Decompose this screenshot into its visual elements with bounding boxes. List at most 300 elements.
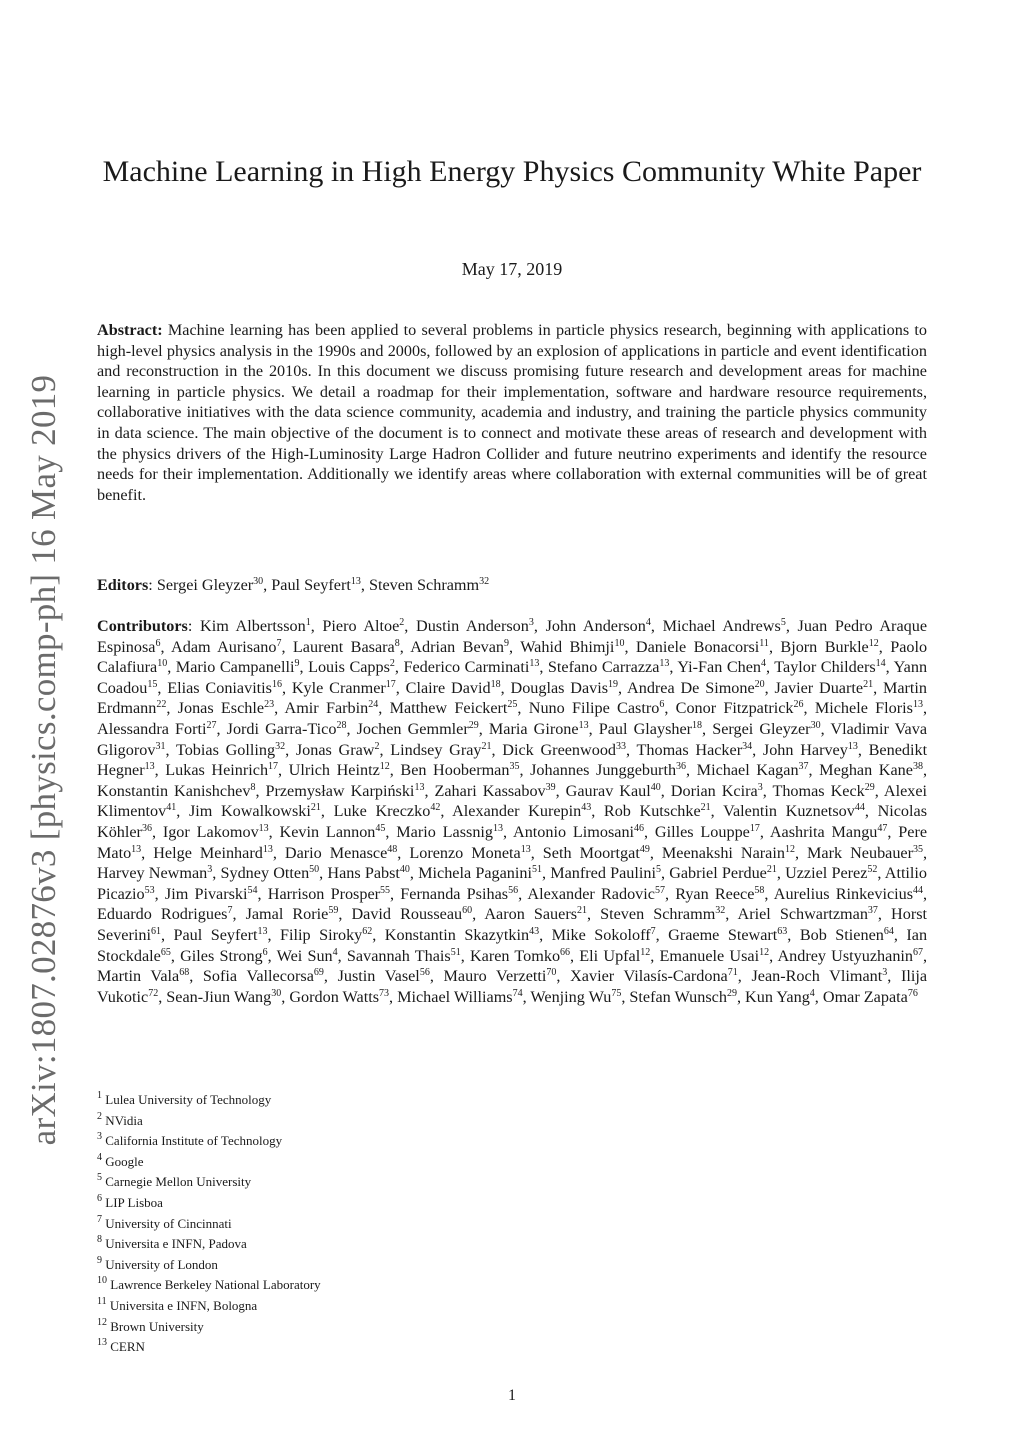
affiliation-marker: 36 [141,822,152,834]
author-name: Javier Duarte [774,678,864,697]
author-name: Pere Mato [97,822,928,862]
affiliation-marker: 30 [271,987,282,999]
affiliation-marker: 13 [847,740,858,752]
author-name: Konstantin Skazytkin [384,925,530,944]
author-name: Kyle Cranmer [291,678,386,697]
affiliation-marker: 13 [578,719,589,731]
author-name: Wahid Bhimji [520,637,615,656]
author-name: Martin Erdmann [97,678,928,718]
author-name: Thomas Hacker [636,740,743,759]
author-name: Jonas Graw [295,740,375,759]
affiliation-marker: 53 [144,884,155,896]
affiliation-marker: 20 [754,678,765,690]
author-name: Steven Schramm [368,576,480,594]
author-name: Graeme Stewart [668,925,778,944]
affiliation-marker: 32 [479,576,490,587]
affiliation-marker: 16 [271,678,282,690]
author [385,926,539,944]
author-name: Ulrich Heintz [288,761,380,780]
author-name: Gilles Louppe [654,822,750,841]
author [180,947,268,965]
author-name: Paul Seyfert [173,925,258,944]
author [671,782,763,800]
affiliation-marker: 13 [414,781,425,793]
affiliation-number: 13 [97,1337,107,1349]
author [166,988,281,1006]
affiliation-name: Carnegie Mellon University [105,1174,252,1190]
affiliation-marker: 25 [507,699,518,711]
affiliation-marker: 5 [780,617,786,628]
author-name: Ariel Schwartzman [737,905,868,924]
author [770,823,888,841]
affiliation-item [97,1214,321,1235]
affiliation-item [97,1111,321,1132]
author-name: Ian Stockdale [97,925,928,965]
author-name: Stefan Wunsch [629,987,727,1006]
affiliation-marker: 13 [262,843,273,855]
author [289,988,389,1006]
affiliation-marker: 44 [913,884,924,896]
affiliation-marker: 39 [545,781,556,793]
author [189,802,321,820]
author [774,658,885,676]
author [163,823,269,841]
affiliation-marker: 23 [264,699,275,711]
affiliation-marker: 13 [257,925,268,937]
author-name: Filip Siroky [280,925,363,944]
author [627,679,765,697]
author [636,638,769,656]
affiliation-marker: 13 [144,761,155,773]
author [502,741,626,759]
author-name: Michael Andrews [662,617,781,635]
affiliation-name: Lulea University of Technology [105,1092,272,1107]
author-name: Hans Pabst [327,864,400,883]
affiliation-marker: 15 [147,678,158,690]
author [548,658,669,676]
affiliation-marker: 48 [387,843,398,855]
author-name: Jonas Eschle [177,699,265,718]
author [400,885,518,903]
author-name: Dorian Kcira [670,781,758,800]
author [418,864,542,882]
affiliation-marker: 18 [490,678,501,690]
author-name: Ilija Vukotic [97,967,928,1006]
author-name: Sergei Gleyzer [712,719,811,738]
author-name: Aurelius Rinkevicius [773,884,914,903]
author-name: Attilio Picazio [97,864,928,903]
affiliation-marker: 56 [419,967,430,979]
author [434,782,555,800]
author-name: Bjorn Burkle [780,637,869,656]
affiliation-marker: 66 [560,946,571,958]
affiliation-marker: 43 [581,802,592,814]
affiliation-marker: 13 [493,822,504,834]
author [171,638,281,656]
affiliation-item [97,1317,321,1338]
author-name: Alexander Radovic [527,884,655,903]
author-name: Luke Kreczko [333,802,431,821]
author [293,638,400,656]
author-name: Jim Kowalkowski [188,802,311,821]
author-name: Ben Hooberman [400,761,510,780]
author [97,782,255,800]
author-name: Wei Sun [276,946,333,965]
affiliation-marker: 12 [784,843,795,855]
affiliation-marker: 21 [310,802,321,814]
author-name: Matthew Feickert [389,699,508,718]
affiliation-name: University of Cincinnati [105,1215,232,1231]
affiliation-item [97,1275,321,1296]
author [819,761,923,779]
author-name: Zahari Kassabov [434,781,546,800]
author-name: Harvey Newman [97,864,208,883]
author-name: Harrison Prosper [267,884,381,903]
author-name: Jean-Roch Vlimant [751,967,883,986]
author-name: John Harvey [762,740,848,759]
author-name: Yi-Fan Chen [677,658,761,677]
affiliation-number: 4 [97,1151,102,1163]
affiliation-marker: 21 [863,678,874,690]
author [751,967,887,985]
author-name: Vladimir Vava Gligorov [97,719,928,759]
affiliation-marker: 13 [659,658,670,670]
affiliation-marker: 35 [509,761,520,773]
author-name: Dick Greenwood [502,740,617,759]
affiliation-marker: 13 [912,699,923,711]
author [663,617,786,635]
affiliation-name: CERN [110,1339,145,1355]
affiliation-number: 5 [97,1172,102,1184]
affiliation-marker: 7 [650,925,656,937]
author [470,947,570,965]
author [579,947,650,965]
author-name: Alessandra Forti [97,719,207,738]
author-name: Nicolas Köhler [97,802,928,841]
author [203,967,324,985]
author [550,864,661,882]
author-name: Maria Girone [488,719,579,738]
author-name: Gaurav Kaul [565,781,651,800]
author-name: Martin Vala [97,967,180,986]
affiliation-marker: 12 [868,637,879,649]
author [566,782,661,800]
affiliation-marker: 7 [227,905,233,917]
affiliation-marker: 73 [379,987,389,999]
author [409,844,530,862]
affiliation-marker: 72 [148,987,159,999]
author-name: Piero Altoe [322,617,400,635]
affiliation-marker: 12 [379,761,390,773]
author-name: Daniele Bonacorsi [635,637,760,656]
affiliation-marker: 9 [294,658,300,670]
author-name: Meenakshi Narain [661,843,785,862]
author [271,576,361,594]
author [167,679,282,697]
author-name: Uzziel Perez [785,864,868,883]
affiliation-marker: 30 [253,576,264,587]
author [712,720,820,738]
affiliation-marker: 45 [375,822,386,834]
author [268,885,390,903]
author [570,967,738,985]
author-name: Dustin Anderson [416,617,529,635]
affiliation-marker: 22 [156,699,167,711]
author [369,576,489,594]
author-name: Igor Lakomov [162,822,259,841]
affiliation-marker: 17 [385,678,396,690]
author-name: Eli Upfal [579,946,641,965]
author [520,638,624,656]
author-name: Mike Sokoloff [551,925,651,944]
affiliation-marker: 40 [650,781,661,793]
author [543,844,650,862]
author-name: Lindsey Gray [390,740,482,759]
paper-date: May 17, 2019 [461,259,563,279]
author [246,905,339,923]
affiliation-marker: 4 [645,617,651,628]
affiliation-marker: 3 [882,967,888,979]
author-name: Mark Neubauer [807,843,914,862]
author-name: Thomas Keck [772,781,865,800]
author-name: Paul Glaysher [598,719,693,738]
author-name: Rob Kutschke [603,802,701,821]
author [157,576,263,594]
author [629,988,737,1006]
author-name: Elias Coniavitis [167,678,272,697]
author [403,658,539,676]
affiliation-marker: 32 [715,905,726,917]
author [604,802,711,820]
author-name: Eduardo Rodrigues [97,905,228,924]
affiliation-marker: 59 [328,905,339,917]
author-name: Sergei Gleyzer [156,576,254,594]
affiliation-item [97,1172,321,1193]
author-name: Helge Meinhard [153,843,263,862]
author-name: Paul Seyfert [271,576,351,594]
author [285,844,397,862]
affiliation-marker: 5 [655,864,661,876]
author-name: Jochen Gemmler [356,719,469,738]
author [655,823,760,841]
author [165,885,258,903]
author [675,885,764,903]
affiliation-name: Universita e INFN, Padova [105,1236,247,1252]
affiliation-number: 11 [97,1295,107,1307]
affiliation-marker: 3 [207,864,213,876]
affiliation-number: 2 [97,1110,102,1122]
author-name: Wenjing Wu [530,987,612,1006]
author [292,679,396,697]
author [697,761,809,779]
affiliation-name: NVidia [105,1112,143,1128]
author-name: Aaron Sauers [484,905,578,924]
author [200,617,311,635]
affiliation-marker: 44 [854,802,865,814]
author [396,823,503,841]
author-name: Michele Floris [814,699,913,718]
author [227,720,347,738]
author-name: Lorenzo Moneta [409,843,521,862]
affiliation-marker: 69 [313,967,324,979]
affiliation-marker: 31 [155,740,166,752]
author [530,988,621,1006]
affiliation-marker: 26 [793,699,804,711]
author-name: Mario Campanelli [175,658,295,677]
author-name: Mauro Verzetti [443,967,547,986]
affiliation-number: 3 [97,1131,102,1143]
author-name: Mario Lassnig [396,822,494,841]
affiliation-marker: 61 [150,925,161,937]
affiliation-marker: 8 [394,637,400,649]
affiliation-marker: 3 [757,781,763,793]
author-name: Louis Capps [308,658,390,677]
affiliation-marker: 6 [659,699,665,711]
affiliation-marker: 7 [276,637,282,649]
author [357,720,479,738]
author-name: Federico Carminati [403,658,530,677]
affiliation-marker: 68 [179,967,190,979]
affiliation-name: Google [105,1153,144,1169]
author [334,802,441,820]
author-name: Kim Albertsson [200,617,306,635]
author-name: Kun Yang [745,987,810,1006]
author [265,782,424,800]
affiliation-marker: 47 [877,822,888,834]
affiliation-item [97,1090,321,1111]
author [774,885,923,903]
affiliation-item [97,1296,321,1317]
affiliation-name: University of London [105,1256,218,1272]
affiliation-number: 8 [97,1234,102,1246]
affiliation-marker: 76 [907,987,918,999]
author [277,947,338,965]
affiliation-marker: 34 [742,740,753,752]
affiliation-item [97,1255,321,1276]
affiliation-marker: 2 [399,617,405,628]
author-name: Stefano Carrazza [547,658,660,677]
author-name: Benedikt Hegner [97,740,928,780]
affiliation-marker: 13 [258,822,269,834]
author-name: Justin Vasel [337,967,420,986]
author [489,720,589,738]
author-name: Sean-Jiun Wang [166,987,272,1006]
author-name: Yann Coadou [97,658,928,697]
affiliation-marker: 1 [305,617,311,628]
affiliation-number: 7 [97,1213,102,1225]
author [176,658,300,676]
author [637,741,753,759]
affiliation-marker: 27 [206,719,217,731]
author-name: John Anderson [545,617,646,635]
author-name: Juan Pedro Araque Espinosa [97,617,928,656]
author [97,905,232,923]
author-name: Claire David [405,678,491,697]
arxiv-identifier-stamp: arXiv:1807.02876v3 [physics.comp-ph] 16 May 2019 [24,374,63,1146]
author-name: Emanuele Usai [659,946,760,965]
affiliation-marker: 9 [504,637,510,649]
affiliation-marker: 32 [275,740,286,752]
author [390,741,491,759]
contributors-label: Contributors [97,617,188,635]
abstract-text: Machine learning has been applied to several problems in particle physics research, beginning with applications to high-level physics analysis in the 1990s and 2000s, followed by an explosion of applications in particle and event identification and reconstruction in the 2010s. In this document we discuss promising future research and development areas for machine learning in particle physics. We detail a roadmap for their implementation, software and hardware resource requirements, collaborative initiatives with the data science community, academia and industry, and training the particle physics community in data science. The main objective of the document is to connect and motivate these areas of research and development with the physics drivers of the High-Luminosity Large Hadron Collider and future neutrino experiments and identify the resource needs for their implementation. Additionally we identify areas where collaboration with external communities will be of great benefit. [97,321,927,504]
affiliation-marker: 62 [362,925,373,937]
author-name: Omar Zapata [822,987,908,1006]
affiliation-item [97,1337,321,1358]
author [97,864,212,882]
affiliation-number: 9 [97,1254,102,1266]
author [513,823,644,841]
author [676,699,804,717]
contributors-block: Contributors: Kim Albertsson$^1$, Piero Altoe$^2$, Dustin Anderson$^3$, John Anderson$^4$, Michael Andrews$^5$, Juan Pedro Araque Espinosa$^6$, Adam Aurisano$^7$, Laurent Basara$^8$, Adrian Bevan$^9$, Wahid Bhimji$^{10}$, Daniele Bonacorsi$^{11}$, Bjorn Burkle$^{12}$, Paolo Calafiura$^{10}$, Mario Campanelli$^9$, Louis Capps$^2$, Federico Carminati$^{13}$, Stefano Carrazza$^{13}$, Yi-Fan Chen$^4$, Taylor Childers$^{14}$, Yann Coadou$^{15}$, Elias Coniavitis$^{16}$, Kyle Cranmer$^{17}$, Claire David$^{18}$, Douglas Davis$^{19}$, Andrea De Simone$^{20}$, Javier Duarte$^{21}$, Martin Erdmann$^{22}$, Jonas Eschle$^{23}$, Amir Farbin$^{24}$, Matthew Feickert$^{25}$, Nuno Filipe Castro$^6$, Conor Fitzpatrick$^{26}$, Michele Floris$^{13}$, Alessandra Forti$^{27}$, Jordi Garra-Tico$^{28}$, Jochen Gemmler$^{29}$, Maria Girone$^{13}$, Paul Glaysher$^{18}$, Sergei Gleyzer$^{30}$, Vladimir Vava Gligorov$^{31}$, Tobias Golling$^{32}$, Jonas Graw$^2$, Lindsey Gray$^{21}$, Dick Greenwood$^{33}$, Thomas Hacker$^{34}$, John Harvey$^{13}$, Benedikt Hegner$^{13}$, Lukas Heinrich$^{17}$, Ulrich Heintz$^{12}$, Ben Hooberman$^{35}$, Johannes Junggeburth$^{36}$, Michael Kagan$^{37}$, Meghan Kane$^{38}$, Konstantin Kanishchev$^8$, Przemysław Karpiński$^{13}$, Zahari Kassabov$^{39}$, Gaurav Kaul$^{40}$, Dorian Kcira$^3$, Thomas Keck$^{29}$, Alexei Klimentov$^{41}$, Jim Kowalkowski$^{21}$, Luke Kreczko$^{42}$, Alexander Kurepin$^{43}$, Rob Kutschke$^{21}$, Valentin Kuznetsov$^{44}$, Nicolas Köhler$^{36}$, Igor Lakomov$^{13}$, Kevin Lannon$^{45}$, Mario Lassnig$^{13}$, Antonio Limosani$^{46}$, Gilles Louppe$^{17}$, Aashrita Mangu$^{47}$, Pere Mato$^{13}$, Helge Meinhard$^{13}$, Dario Menasce$^{48}$, Lorenzo Moneta$^{13}$, Seth Moortgat$^{49}$, Meenakshi Narain$^{12}$, Mark Neubauer$^{35}$, Harvey Newman$^3$, Sydney Otten$^{50}$, Hans Pabst$^{40}$, Michela Paganini$^{51}$, Manfred Paulini$^5$, Gabriel Perdue$^{21}$, Uzziel Perez$^{52}$, Attilio Picazio$^{53}$, Jim Pivarski$^{54}$, Harrison Prosper$^{55}$, Fernanda Psihas$^{56}$, Alexander Radovic$^{57}$, Ryan Reece$^{58}$, Aurelius Rinkevicius$^{44}$, Eduardo Rodrigues$^7$, Jamal Rorie$^{59}$, David Rousseau$^{60}$, Aaron Sauers$^{21}$, Steven Schramm$^{32}$, Ariel Schwartzman$^{37}$, Horst Severini$^{61}$, Paul Seyfert$^{13}$, Filip Siroky$^{62}$, Konstantin Skazytkin$^{43}$, Mike Sokoloff$^7$, Graeme Stewart$^{63}$, Bob Stienen$^{64}$, Ian Stockdale$^{65}$, Giles Strong$^6$, Wei Sun$^4$, Savannah Thais$^{51}$, Karen Tomko$^{66}$, Eli Upfal$^{12}$, Emanuele Usai$^{12}$, Andrey Ustyuzhanin$^{67}$, Martin Vala$^{68}$, Sofia Vallecorsa$^{69}$, Justin Vasel$^{56}$, Mauro Verzetti$^{70}$, Xavier Vilasís-Cardona$^{71}$, Jean-Roch Vlimant$^3$, Ilija Vukotic$^{72}$, Sean-Jiun Wang$^{30}$, Gordon Watts$^{73}$, Michael Williams$^{74}$, Wenjing Wu$^{75}$, Stefan Wunsch$^{29}$, Kun Yang$^4$, Omar Zapata$^{76}$ [97,617,928,1006]
author [659,947,769,965]
author [406,679,501,697]
author-name: Konstantin Kanishchev [97,781,251,800]
author [772,782,874,800]
affiliation-marker: 71 [727,967,738,979]
author-name: Aashrita Mangu [769,822,878,841]
author-name: Conor Fitzpatrick [675,699,794,718]
affiliation-marker: 37 [867,905,878,917]
author-name: Fernanda Psihas [400,884,509,903]
author-name: Steven Schramm [600,905,716,924]
author-name: Laurent Basara [292,637,395,656]
affiliation-marker: 42 [430,802,441,814]
author [176,741,285,759]
affiliation-marker: 46 [634,822,645,834]
author [338,967,430,985]
affiliation-item [97,1193,321,1214]
author-name: Lukas Heinrich [165,761,269,780]
author [738,905,878,923]
author [280,926,372,944]
author [351,905,472,923]
affiliation-marker: 33 [616,740,627,752]
author-name: Amir Farbin [284,699,369,718]
author [178,699,274,717]
author-name: Jordi Garra-Tico [226,719,337,738]
author [296,741,380,759]
editors-label: Editors [97,576,149,594]
affiliation-marker: 57 [654,884,665,896]
author-name: Jamal Rorie [245,905,329,924]
affiliation-marker: 13 [520,843,531,855]
author-name: Michela Paganini [418,864,532,883]
front-matter [97,320,928,1006]
affiliation-marker: 12 [759,946,770,958]
affiliation-name: Brown University [110,1318,204,1334]
author-name: Ryan Reece [675,884,755,903]
affiliation-number: 6 [97,1192,102,1204]
affiliation-marker: 67 [913,946,924,958]
author-name: Douglas Davis [510,678,609,697]
affiliation-marker: 24 [368,699,379,711]
paper-title: Machine Learning in High Energy Physics Community White Paper [102,155,922,188]
contributors-list: Kim Albertsson$^1$, Piero Altoe$^2$, Dustin Anderson$^3$, John Anderson$^4$, Michael Andrews$^5$, Juan Pedro Araque Espinosa$^6$, Adam Aurisano$^7$, Laurent Basara$^8$, Adrian Bevan$^9$, Wahid Bhimji$^{10}$, Daniele Bonacorsi$^{11}$, Bjorn Burkle$^{12}$, Paolo Calafiura$^{10}$, Mario Campanelli$^9$, Louis Capps$^2$, Federico Carminati$^{13}$, Stefano Carrazza$^{13}$, Yi-Fan Chen$^4$, Taylor Childers$^{14}$, Yann Coadou$^{15}$, Elias Coniavitis$^{16}$, Kyle Cranmer$^{17}$, Claire David$^{18}$, Douglas Davis$^{19}$, Andrea De Simone$^{20}$, Javier Duarte$^{21}$, Martin Erdmann$^{22}$, Jonas Eschle$^{23}$, Amir Farbin$^{24}$, Matthew Feickert$^{25}$, Nuno Filipe Castro$^6$, Conor Fitzpatrick$^{26}$, Michele Floris$^{13}$, Alessandra Forti$^{27}$, Jordi Garra-Tico$^{28}$, Jochen Gemmler$^{29}$, Maria Girone$^{13}$, Paul Glaysher$^{18}$, Sergei Gleyzer$^{30}$, Vladimir Vava Gligorov$^{31}$, Tobias Golling$^{32}$, Jonas Graw$^2$, Lindsey Gray$^{21}$, Dick Greenwood$^{33}$, Thomas Hacker$^{34}$, John Harvey$^{13}$, Benedikt Hegner$^{13}$, Lukas Heinrich$^{17}$, Ulrich Heintz$^{12}$, Ben Hooberman$^{35}$, Johannes Junggeburth$^{36}$, Michael Kagan$^{37}$, Meghan Kane$^{38}$, Konstantin Kanishchev$^8$, Przemysław Karpiński$^{13}$, Zahari Kassabov$^{39}$, Gaurav Kaul$^{40}$, Dorian Kcira$^3$, Thomas Keck$^{29}$, Alexei Klimentov$^{41}$, Jim Kowalkowski$^{21}$, Luke Kreczko$^{42}$, Alexander Kurepin$^{43}$, Rob Kutschke$^{21}$, Valentin Kuznetsov$^{44}$, Nicolas Köhler$^{36}$, Igor Lakomov$^{13}$, Kevin Lannon$^{45}$, Mario Lassnig$^{13}$, Antonio Limosani$^{46}$, Gilles Louppe$^{17}$, Aashrita Mangu$^{47}$, Pere Mato$^{13}$, Helge Meinhard$^{13}$, Dario Menasce$^{48}$, Lorenzo Moneta$^{13}$, Seth Moortgat$^{49}$, Meenakshi Narain$^{12}$, Mark Neubauer$^{35}$, Harvey Newman$^3$, Sydney Otten$^{50}$, Hans Pabst$^{40}$, Michela Paganini$^{51}$, Manfred Paulini$^5$, Gabriel Perdue$^{21}$, Uzziel Perez$^{52}$, Attilio Picazio$^{53}$, Jim Pivarski$^{54}$, Harrison Prosper$^{55}$, Fernanda Psihas$^{56}$, Alexander Radovic$^{57}$, Ryan Reece$^{58}$, Aurelius Rinkevicius$^{44}$, Eduardo Rodrigues$^7$, Jamal Rorie$^{59}$, David Rousseau$^{60}$, Aaron Sauers$^{21}$, Steven Schramm$^{32}$, Ariel Schwartzman$^{37}$, Horst Severini$^{61}$, Paul Seyfert$^{13}$, Filip Siroky$^{62}$, Konstantin Skazytkin$^{43}$, Mike Sokoloff$^7$, Graeme Stewart$^{63}$, Bob Stienen$^{64}$, Ian Stockdale$^{65}$, Giles Strong$^6$, Wei Sun$^4$, Savannah Thais$^{51}$, Karen Tomko$^{66}$, Eli Upfal$^{12}$, Emanuele Usai$^{12}$, Andrey Ustyuzhanin$^{67}$, Martin Vala$^{68}$, Sofia Vallecorsa$^{69}$, Justin Vasel$^{56}$, Mauro Verzetti$^{70}$, Xavier Vilasís-Cardona$^{71}$, Jean-Roch Vlimant$^3$, Ilija Vukotic$^{72}$, Sean-Jiun Wang$^{30}$, Gordon Watts$^{73}$, Michael Williams$^{74}$, Wenjing Wu$^{75}$, Stefan Wunsch$^{29}$, Kun Yang$^4$, Omar Zapata$^{76}$ [97,617,928,1006]
abstract [97,320,927,505]
author-name: Alexander Kurepin [452,802,582,821]
affiliation-marker: 65 [160,946,171,958]
affiliation-marker: 58 [754,884,765,896]
author [527,885,665,903]
author-name: Savannah Thais [346,946,451,965]
author-name: Karen Tomko [469,946,561,965]
affiliation-marker: 51 [450,946,461,958]
author-name: Michael Williams [397,987,513,1006]
author [668,926,787,944]
author [444,967,557,985]
author [289,761,390,779]
